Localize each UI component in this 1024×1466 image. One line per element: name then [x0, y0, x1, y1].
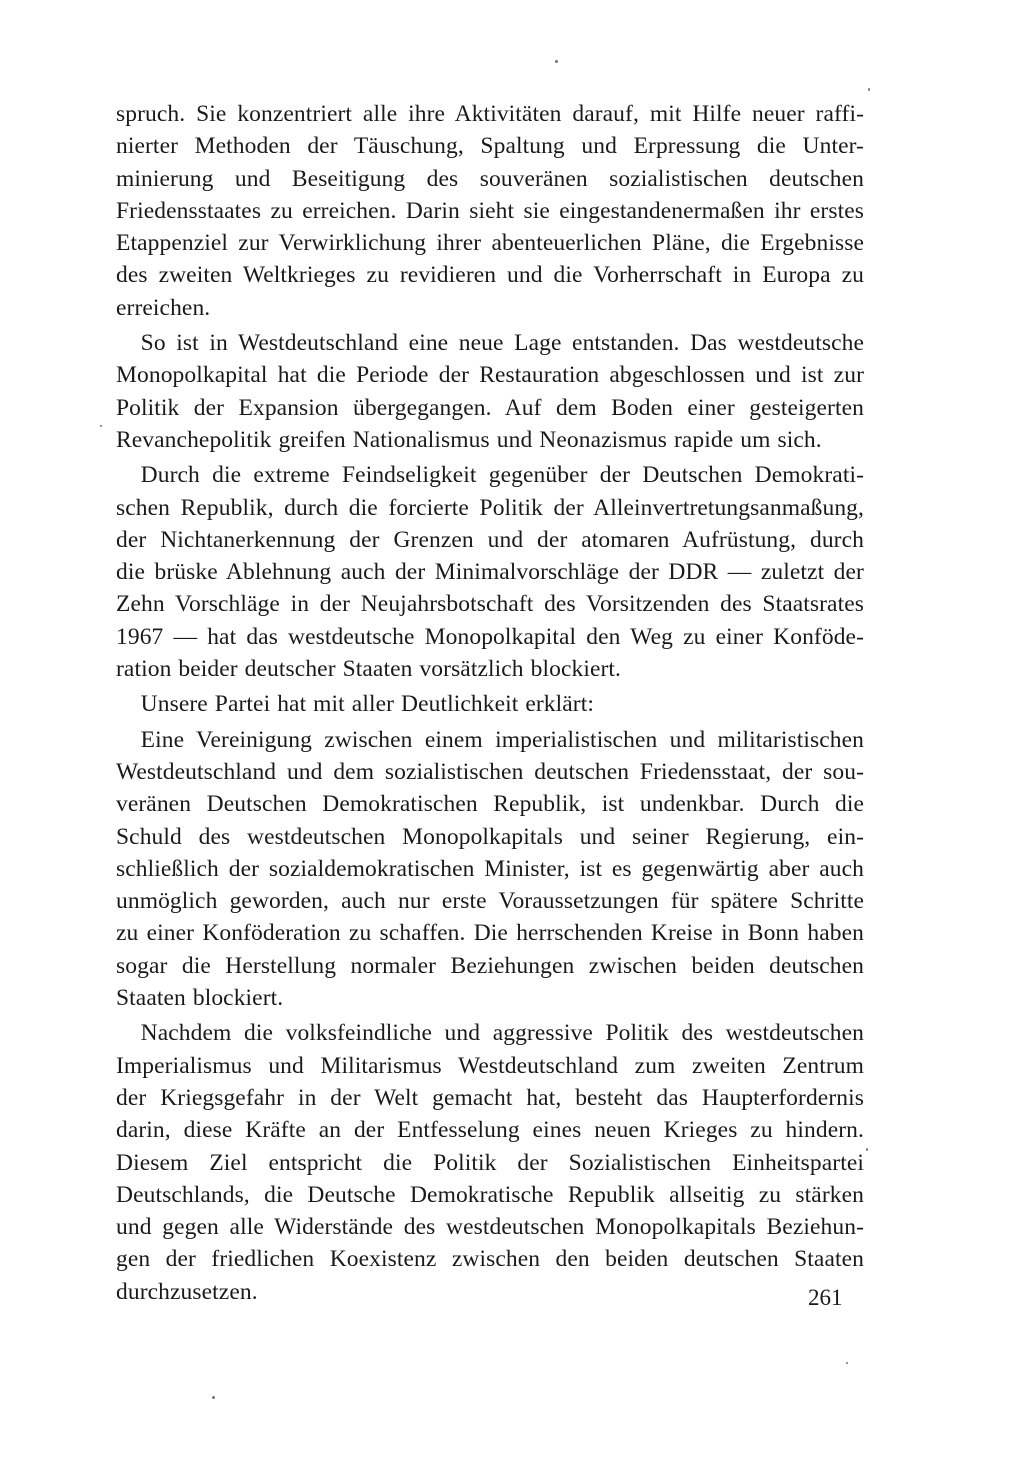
- text-line: sogar die Herstellung normaler Beziehungen zwischen beiden deutschen: [116, 952, 864, 979]
- text-line: Unsere Partei hat mit aller Deutlichkeit erklärt:: [140, 691, 594, 718]
- paragraph: [116, 1017, 864, 1308]
- text-line: der Kriegsgefahr in der Welt gemacht hat, besteht das Haupterfordernis: [116, 1084, 864, 1111]
- text-line: unmöglich geworden, auch nur erste Voraussetzungen für spätere Schritte: [116, 888, 864, 915]
- text-line: die brüske Ablehnung auch der Minimalvorschläge der DDR — zuletzt der: [116, 559, 864, 586]
- page-body: [116, 98, 864, 1308]
- scan-speck: [212, 1396, 215, 1399]
- text-line: Durch die extreme Feindseligkeit gegenüber der Deutschen Demokrati-: [140, 462, 864, 489]
- text-line: zu einer Konföderation zu schaffen. Die herrschenden Kreise in Bonn haben: [116, 920, 864, 947]
- scan-speck: [868, 88, 870, 91]
- body-text: [116, 98, 864, 1308]
- text-line: spruch. Sie konzentriert alle ihre Aktivitäten darauf, mit Hilfe neuer raffi-: [116, 101, 864, 127]
- text-line: Diesem Ziel entspricht die Politik der Sozialistischen Einheitspartei: [116, 1149, 864, 1176]
- text-line: Zehn Vorschläge in der Neujahrsbotschaft des Vorsitzenden des Staatsrates: [116, 591, 864, 618]
- text-line: schließlich der sozialdemokratischen Minister, ist es gegenwärtig aber auch: [116, 855, 864, 882]
- text-line: erreichen.: [116, 294, 211, 321]
- text-line: der Nichtanerkennung der Grenzen und der atomaren Aufrüstung, durch: [116, 526, 864, 553]
- text-line: Staaten blockiert.: [116, 985, 284, 1012]
- scan-speck: [555, 60, 558, 63]
- scan-speck: [866, 1148, 868, 1151]
- text-line: schen Republik, durch die forcierte Politik der Alleinvertretungsanmaßung,: [116, 494, 864, 521]
- text-line: Westdeutschland und dem sozialistischen deutschen Friedensstaat, der sou-: [116, 758, 864, 785]
- text-line: Monopolkapital hat die Periode der Restauration abgeschlossen und ist zur: [116, 362, 864, 389]
- text-line: des zweiten Weltkrieges zu revidieren und die Vorherrschaft in Europa zu: [116, 262, 864, 289]
- text-line: minierung und Beseitigung des souveränen sozialistischen deutschen: [116, 165, 864, 192]
- paragraph: [116, 98, 864, 324]
- paragraph: [116, 688, 864, 720]
- scan-speck: [100, 425, 102, 427]
- text-line: Deutschlands, die Deutsche Demokratische Republik allseitig zu stärken: [116, 1181, 864, 1208]
- text-line: Nachdem die volksfeindliche und aggressive Politik des westdeutschen: [140, 1020, 864, 1047]
- paragraph: [116, 327, 864, 456]
- text-line: Schuld des westdeutschen Monopolkapitals und seiner Regierung, ein-: [116, 823, 864, 850]
- text-line: Politik der Expansion übergegangen. Auf dem Boden einer gesteigerten: [116, 394, 864, 421]
- text-line: Revanchepolitik greifen Nationalismus und Neonazismus rapide um sich.: [116, 426, 822, 453]
- page-number: 261: [808, 1285, 843, 1310]
- text-line: darin, diese Kräfte an der Entfesselung eines neuen Krieges zu hindern.: [116, 1117, 864, 1144]
- text-line: 1967 — hat das westdeutsche Monopolkapital den Weg zu einer Konföde-: [116, 623, 864, 650]
- text-line: So ist in Westdeutschland eine neue Lage entstanden. Das westdeutsche: [140, 330, 864, 357]
- text-line: und gegen alle Widerstände des westdeutschen Monopolkapitals Beziehun-: [116, 1214, 864, 1241]
- paragraph: [116, 459, 864, 685]
- paragraph: [116, 724, 864, 1015]
- text-line: Friedensstaates zu erreichen. Darin sieht sie eingestandenermaßen ihr erstes: [116, 197, 864, 224]
- scan-speck: [846, 1362, 848, 1364]
- text-line: gen der friedlichen Koexistenz zwischen den beiden deutschen Staaten: [116, 1246, 864, 1273]
- text-line: ration beider deutscher Staaten vorsätzlich blockiert.: [116, 656, 622, 683]
- text-line: Etappenziel zur Verwirklichung ihrer abenteuerlichen Pläne, die Ergebnisse: [116, 230, 864, 257]
- text-line: nierter Methoden der Täuschung, Spaltung und Erpressung die Unter-: [116, 133, 864, 160]
- text-line: Imperialismus und Militarismus Westdeutschland zum zweiten Zentrum: [116, 1052, 864, 1079]
- text-line: durchzusetzen.: [116, 1278, 258, 1305]
- text-line: veränen Deutschen Demokratischen Republik, ist undenkbar. Durch die: [116, 791, 864, 818]
- text-line: Eine Vereinigung zwischen einem imperialistischen und militaristischen: [140, 726, 864, 753]
